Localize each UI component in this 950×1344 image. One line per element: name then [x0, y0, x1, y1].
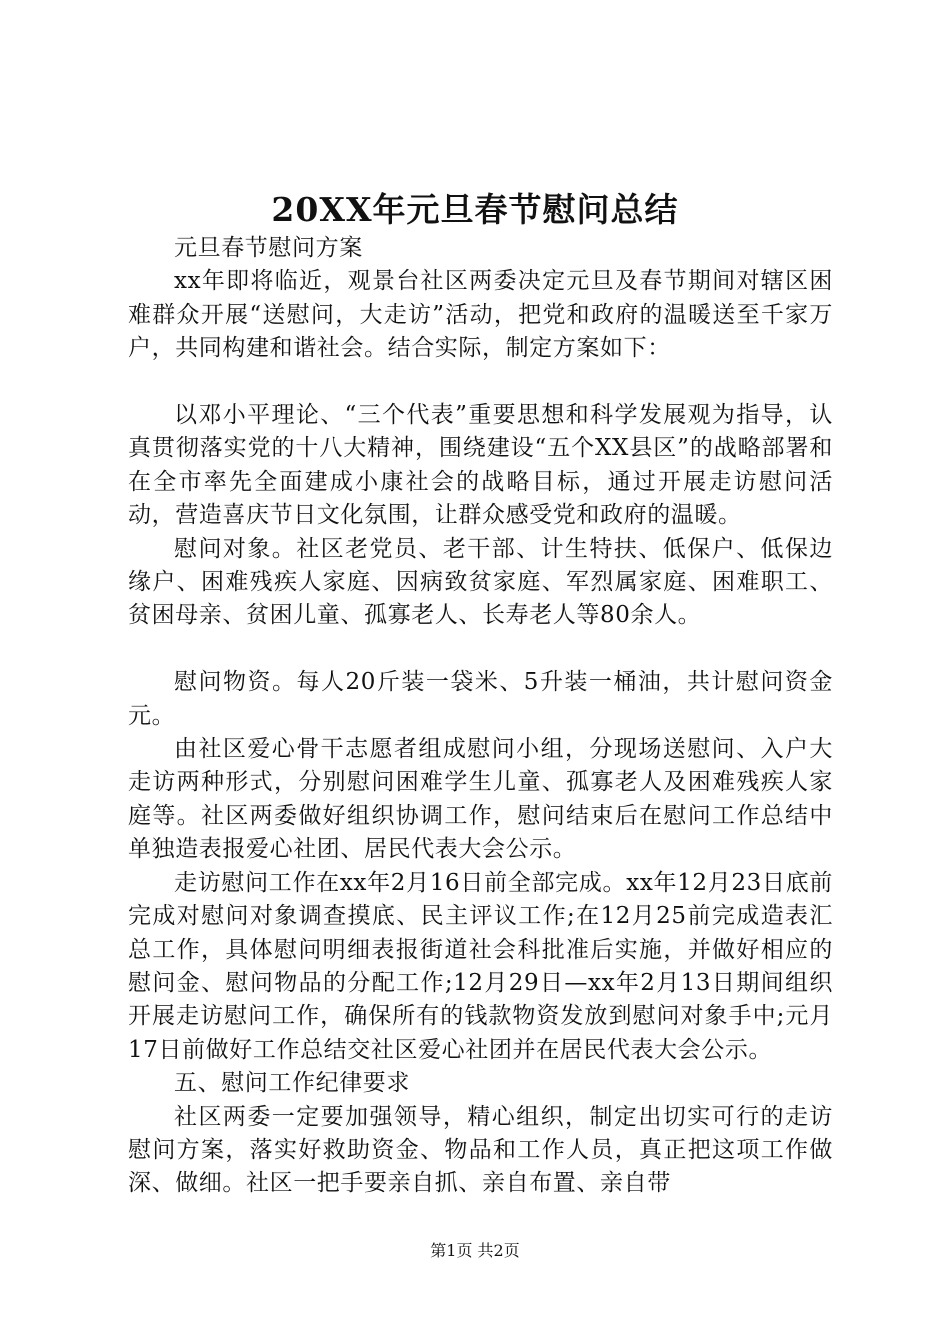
section-heading: 五、慰问工作纪律要求 [174, 1070, 410, 1097]
body-paragraph: 由社区爱心骨干志愿者组成慰问小组，分现场送慰问、入户大走访两种形式，分别慰问困难学生儿童、孤寡老人及困难残疾人家庭等。社区两委做好组织协调工作，慰问结束后在慰问工作总结中单独造表报爱心社团、居民代表大会公示。 [128, 736, 833, 863]
body-paragraph: 慰问对象。社区老党员、老干部、计生特扶、低保户、低保边缘户、困难残疾人家庭、因病致贫家庭、军烈属家庭、困难职工、贫困母亲、贫困儿童、孤寡老人、长寿老人等80余人。 [128, 535, 833, 629]
document-title: 20XX年元旦春节慰问总结 [271, 190, 679, 229]
body-paragraph: 社区两委一定要加强领导，精心组织，制定出切实可行的走访慰问方案，落实好救助资金、物品和工作人员，真正把这项工作做深、做细。社区一把手要亲自抓、亲自布置、亲自带 [128, 1103, 833, 1197]
section-heading: 元旦春节慰问方案 [174, 235, 363, 261]
body-paragraph: 以邓小平理论、“三个代表”重要思想和科学发展观为指导，认真贯彻落实党的十八大精神，围绕建设“五个XX县区”的战略部署和在全市率先全面建成小康社会的战略目标，通过开展走访慰问活动，营造喜庆节日文化氛围，让群众感受党和政府的温暖。 [128, 402, 833, 529]
page-number: 第1页 共2页 [430, 1241, 520, 1260]
document-body [128, 232, 833, 1201]
body-paragraph: xx年即将临近，观景台社区两委决定元旦及春节期间对辖区困难群众开展“送慰问，大走访”活动，把党和政府的温暖送至千家万户，共同构建和谐社会。结合实际，制定方案如下： [128, 268, 833, 362]
body-paragraph: 走访慰问工作在xx年2月16日前全部完成。xx年12月23日底前完成对慰问对象调查摸底、民主评议工作;在12月25前完成造表汇总工作，具体慰问明细表报街道社会科批准后实施，并做好相应的慰问金、慰问物品的分配工作;12月29日—xx年2月13日期间组织开展走访慰问工作，确保所有的钱款物资发放到慰问对象手中;元月17日前做好工作总结交社区爱心社团并在居民代表大会公示。 [128, 869, 833, 1063]
body-paragraph: 慰问物资。每人20斤装一袋米、5升装一桶油，共计慰问资金元。 [128, 669, 833, 729]
